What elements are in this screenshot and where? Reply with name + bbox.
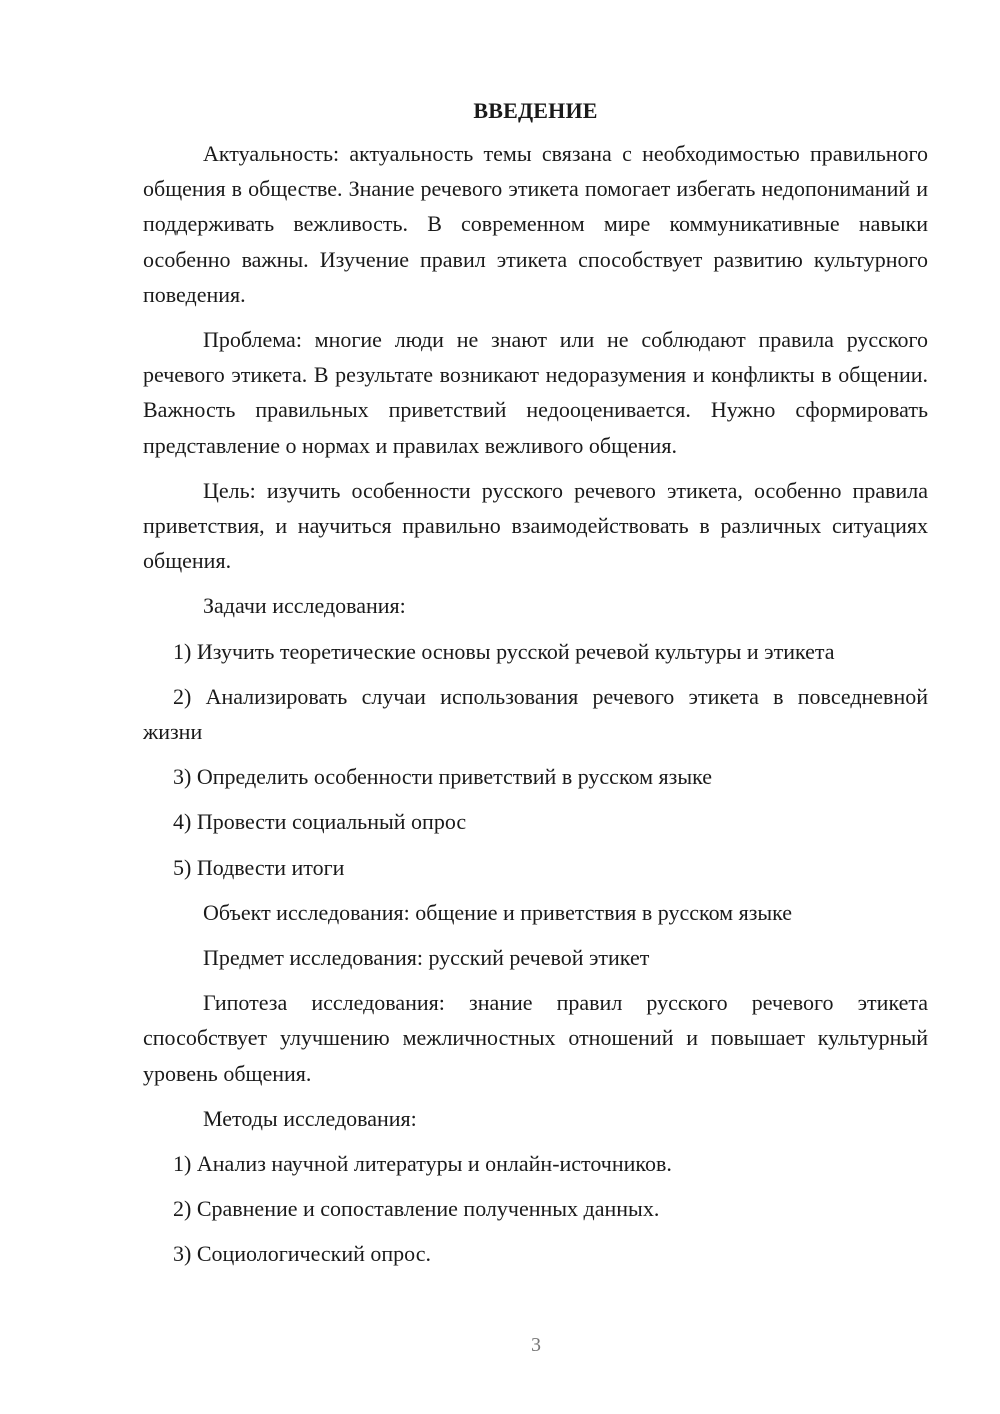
tasks-heading: Задачи исследования: (203, 593, 406, 619)
method-item: 2) Сравнение и сопоставление полученных данных. (173, 1196, 660, 1222)
task-item: 2) Анализировать случаи использования речевого этикета в повседневной жизни (143, 683, 928, 745)
relevance-paragraph: Актуальность: актуальность темы связана с необходимостью правильного общения в обществе. Знание речевого этикета помогает избегать недопониманий и поддерживать вежливость. В современном мире коммуникативные навыки особенно важны. Изучение правил этикета способствует развитию культурного поведения. (143, 141, 928, 307)
task-item: 5) Подвести итоги (173, 854, 345, 880)
page-number: 3 (531, 1334, 541, 1356)
document-body (143, 96, 928, 1282)
task-item: 4) Провести социальный опрос (173, 809, 467, 835)
object-line: Объект исследования: общение и приветствия в русском языке (203, 899, 793, 925)
problem-paragraph: Проблема: многие люди не знают или не соблюдают правила русского речевого этикета. В результате возникают недоразумения и конфликты в общении. Важность правильных приветствий недооценивается. Нужно сформировать представление о нормах и правилах вежливого общения. (143, 327, 928, 458)
method-item: 1) Анализ научной литературы и онлайн-источников. (173, 1151, 672, 1177)
methods-heading: Методы исследования: (203, 1105, 417, 1131)
goal-paragraph: Цель: изучить особенности русского речевого этикета, особенно правила приветствия, и научиться правильно взаимодействовать в различных ситуациях общения. (143, 477, 928, 574)
task-item: 1) Изучить теоретические основы русской речевой культуры и этикета (173, 638, 835, 664)
task-item: 3) Определить особенности приветствий в русском языке (173, 764, 713, 790)
subject-line: Предмет исследования: русский речевой этикет (203, 945, 650, 971)
page-title: ВВЕДЕНИЕ (473, 98, 598, 123)
hypothesis-paragraph: Гипотеза исследования: знание правил русского речевого этикета способствует улучшению межличностных отношений и повышает культурный уровень общения. (143, 990, 928, 1086)
method-item: 3) Социологический опрос. (173, 1241, 431, 1267)
